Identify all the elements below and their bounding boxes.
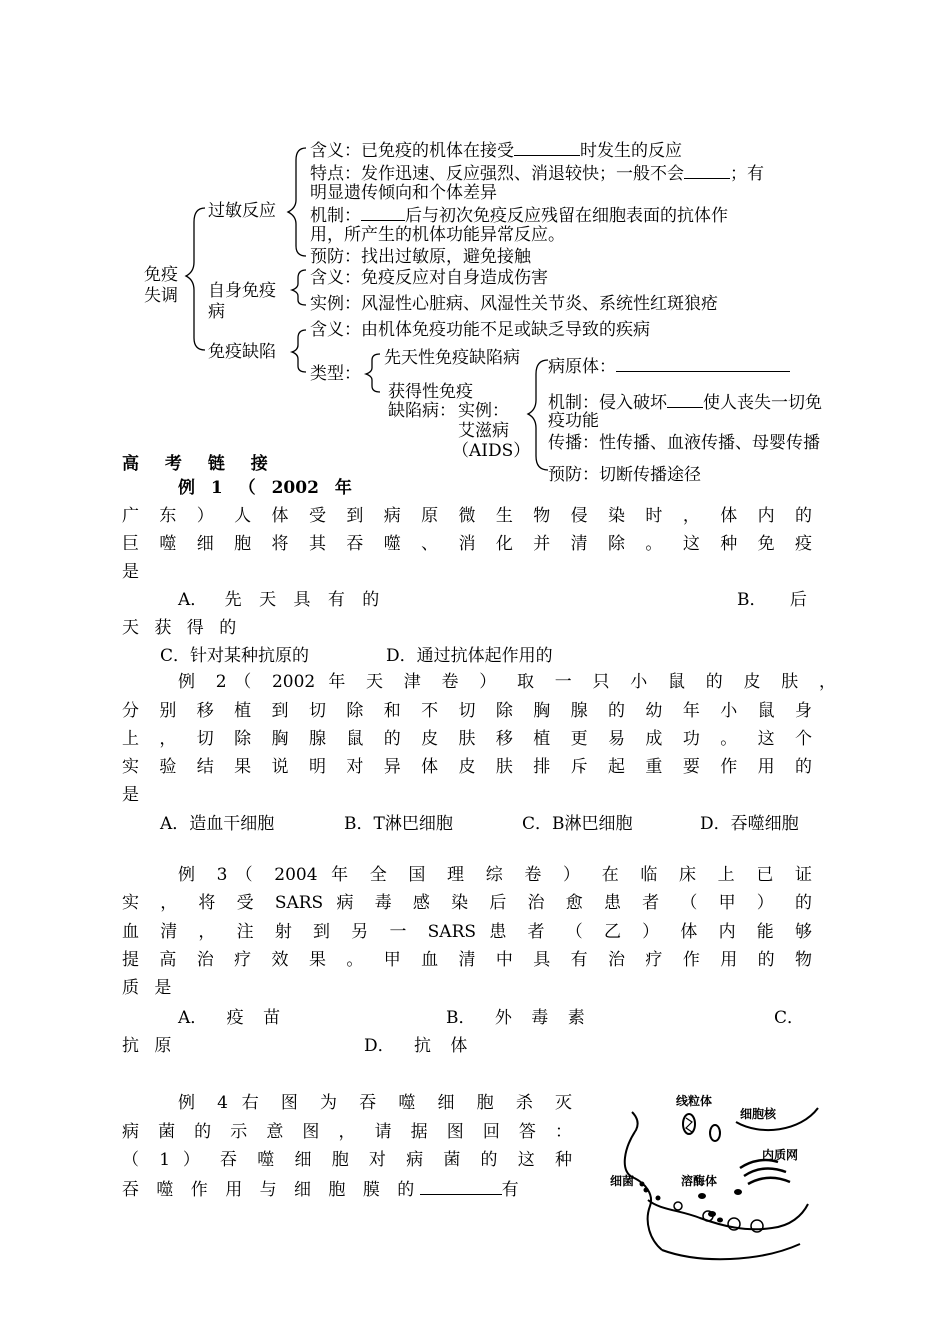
section-title: 高 考 链 接 [122,454,278,474]
ex2-line4: 实 验 结 果 说 明 对 异 体 皮 肤 排 斥 起 重 要 作 用 的 [122,757,812,777]
allergy-mech-pre: 机制： [310,206,361,226]
ex2-option-d[interactable]: D．吞噬细胞 [700,814,799,834]
autoimmune-label-line1: 自身免疫 [208,281,276,301]
ex1-line3: 巨 噬 细 胞 将 其 吞 噬 、 消 化 并 清 除 。 这 种 免 疫 [122,534,812,554]
label-bacteria: 细菌 [610,1174,635,1188]
allergy-label: 过敏反应 [208,201,276,221]
ex1-option-b-cont: 天 获 得 的 [122,618,237,638]
vesicle-1 [674,1202,682,1210]
label-er: 内质网 [762,1148,799,1162]
ex4-line4-post: 有 [501,1180,519,1200]
allergy-mechanism-line2: 用，所产生的机体功能异常反应。 [310,225,565,245]
aids-spread: 传播：性传播、血液传播、母婴传播 [548,433,820,453]
label-mitochondria: 线粒体 [676,1094,713,1108]
autoimmune-label-line2: 病 [208,302,225,322]
deficiency-label: 免疫缺陷 [208,342,276,362]
ex1-option-a[interactable]: A． 先 天 具 有 的 [178,590,380,610]
ex1-option-d[interactable]: D．通过抗体起作用的 [386,646,553,666]
deficiency-meaning: 含义：由机体免疫功能不足或缺乏导致的疾病 [310,320,650,340]
bacterium-2 [644,1188,649,1193]
root-label-line2: 失调 [144,286,178,306]
aids-mechanism-line2: 疫功能 [548,411,599,431]
ex3-line1: 例 3（ 2004 年 全 国 理 综 卷 ） 在 临 床 上 已 证 [178,865,812,885]
congenital-deficiency: 先天性免疫缺陷病 [384,348,520,368]
acquired-deficiency-line2: 缺陷病： [388,401,456,421]
ex2-line3: 上 ， 切 除 胸 腺 鼠 的 皮 肤 移 植 更 易 成 功 。 这 个 [122,729,812,749]
aids-example-line3: （AIDS） [452,441,531,461]
ex4-line2: 病 菌 的 示 意 图 ， 请 据 图 回 答 ： [122,1122,572,1142]
allergy-feature-post: ；有 [730,164,764,184]
aids-prevention: 预防：切断传播途径 [548,465,701,485]
cell-membrane-bottom [662,1244,800,1259]
root-label-line1: 免疫 [144,265,178,285]
bacterium-1 [640,1182,645,1187]
lysosome-3 [708,1211,716,1217]
allergy-prevention: 预防：找出过敏原，避免接触 [310,247,531,267]
vesicle-4 [751,1220,763,1232]
mitochondrion-1 [683,1114,695,1134]
ex1-line4: 是 [122,562,139,582]
ex2-line5: 是 [122,785,139,805]
allergy-meaning-pre: 含义：已免疫的机体在接受 [310,141,514,161]
ex4-line1: 例 4 右 图 为 吞 噬 细 胞 杀 灭 [178,1093,572,1113]
ex3-option-c-cont: 抗 原 [122,1036,172,1056]
allergy-meaning-post: 时发生的反应 [580,141,682,161]
lysosome-4 [717,1218,723,1223]
ex2-option-c[interactable]: C．B淋巴细胞 [522,814,633,834]
ex3-option-c[interactable]: C． [774,1008,805,1028]
ex3-option-b[interactable]: B． 外 毒 素 [446,1008,585,1028]
ex3-line3: 血 清 ， 注 射 到 另 一 SARS 患 者 （ 乙 ） 体 内 能 够 [122,922,812,942]
aids-example-line2: 艾滋病 [458,421,509,441]
ex3-line4: 提 高 治 疗 效 果 。 甲 血 清 中 具 有 治 疗 作 用 的 物 [122,950,812,970]
lysosome-2 [734,1189,742,1195]
lysosome-1 [698,1193,706,1199]
label-nucleus: 细胞核 [740,1107,777,1121]
ex4-line4-pre: 吞 噬 作 用 与 细 胞 膜 的 [122,1180,415,1200]
deficiency-type-label: 类型： [310,364,361,384]
allergy-feature-pre: 特点：发作迅速、反应强烈、消退较快；一般不会 [310,164,684,184]
ex3-option-a[interactable]: A． 疫 苗 [178,1008,281,1028]
ex3-option-d[interactable]: D． 抗 体 [364,1036,468,1056]
ex2-option-a[interactable]: A．造血干细胞 [160,814,275,834]
ex2-line1: 例 2（ 2002 年 天 津 卷 ） 取 一 只 小 鼠 的 皮 肤 ， [178,672,836,692]
ex3-line2: 实 ， 将 受 SARS 病 毒 感 染 后 治 愈 患 者 （ 甲 ） 的 [122,893,812,913]
allergy-mech-post: 后与初次免疫反应残留在细胞表面的抗体作 [405,206,728,226]
bacterium-3 [656,1196,661,1201]
autoimmune-meaning: 含义：免疫反应对自身造成伤害 [310,268,548,288]
label-lysosome: 溶酶体 [681,1174,718,1188]
ex1-head: 例 1 （ 2002 年 [178,478,352,498]
aids-mech-post: 使人丧失一切免 [703,393,822,413]
ex2-line2: 分 别 移 植 到 切 除 和 不 切 除 胸 腺 的 幼 年 小 鼠 身 [122,701,812,721]
autoimmune-example: 实例：风湿性心脏病、风湿性关节炎、系统性红斑狼疮 [310,294,718,314]
aids-example-line1: 实例： [458,401,509,421]
ex2-option-b[interactable]: B．T淋巴细胞 [344,814,453,834]
aids-mech-pre: 机制：侵入破坏 [548,393,667,413]
ex1-line2: 广 东 ） 人 体 受 到 病 原 微 生 物 侵 染 时 ， 体 内 的 [122,506,812,526]
mitochondrion-2 [710,1125,720,1141]
ex1-option-c[interactable]: C．针对某种抗原的 [160,646,310,666]
ex4-line3: （ 1 ） 吞 噬 细 胞 对 病 菌 的 这 种 [122,1150,572,1170]
aids-pathogen-label: 病原体： [548,357,616,377]
ex3-line5: 质 是 [122,978,172,998]
acquired-deficiency-line1: 获得性免疫 [388,382,473,402]
er-tubule-2 [744,1169,786,1176]
er-tubule-3 [748,1178,790,1184]
ex1-option-b[interactable]: B． 后 [737,590,807,610]
allergy-feature-line2: 明显遗传倾向和个体差异 [310,183,497,203]
